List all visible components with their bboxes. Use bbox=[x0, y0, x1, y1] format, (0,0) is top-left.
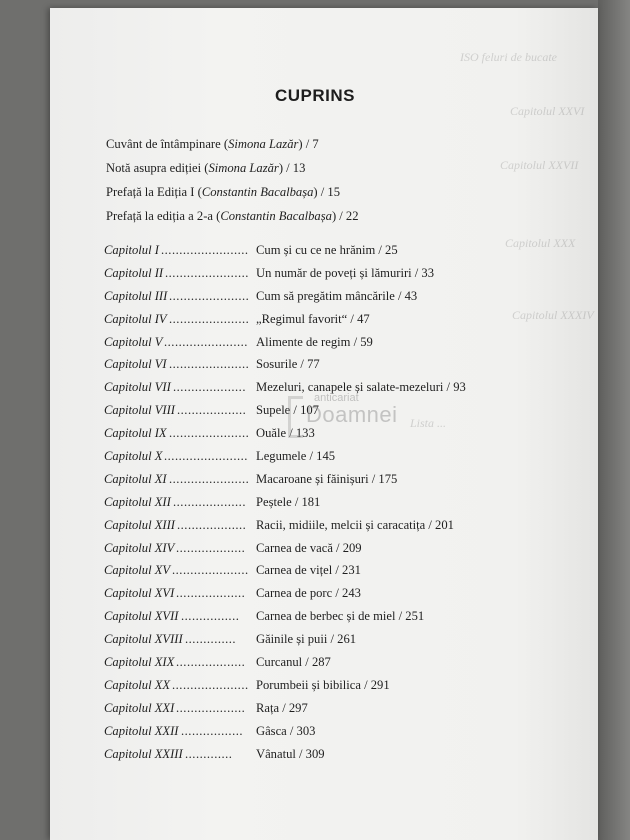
leader-dots: .............. bbox=[185, 632, 237, 647]
leader-dots: ................... bbox=[176, 540, 246, 555]
chapter-title: Gâsca / 303 bbox=[256, 723, 316, 738]
chapter-title: Ouăle / 133 bbox=[256, 426, 315, 441]
chapter-number: Capitolul XXIII bbox=[104, 746, 183, 761]
leader-dots: ....................... bbox=[164, 334, 248, 349]
bleed-through-text: Capitolul XXVI bbox=[510, 104, 585, 118]
leader-dots: ................... bbox=[176, 586, 246, 601]
front-matter-item: Cuvânt de întâmpinare (Simona Lazăr) / 7 bbox=[106, 137, 319, 151]
chapter-title: Carnea de porc / 243 bbox=[256, 586, 361, 601]
leader-dots: ...................... bbox=[169, 311, 250, 326]
toc-row bbox=[104, 491, 504, 514]
chapter-title: Cum să pregătim mâncările / 43 bbox=[256, 288, 418, 303]
adjacent-page-edge bbox=[598, 0, 630, 840]
leader-dots: ....................... bbox=[165, 265, 249, 280]
toc-row bbox=[104, 468, 504, 491]
chapter-title: Supele / 107 bbox=[256, 403, 319, 418]
chapter-title: Cum și cu ce ne hrănim / 25 bbox=[256, 243, 398, 257]
chapter-number: Capitolul XVII bbox=[104, 609, 179, 624]
chapter-number: Capitolul III bbox=[104, 288, 168, 303]
chapter-title: Alimente de regim / 59 bbox=[256, 334, 373, 349]
toc-row bbox=[104, 674, 504, 697]
chapter-title: „Regimul favorit“ / 47 bbox=[256, 311, 370, 326]
chapter-number: Capitolul XVIII bbox=[104, 632, 183, 647]
toc-row bbox=[104, 559, 504, 582]
leader-dots: ............. bbox=[185, 746, 233, 761]
bleed-through-text: ISO feluri de bucate bbox=[460, 50, 557, 64]
toc-row bbox=[104, 262, 504, 285]
chapter-title: Peștele / 181 bbox=[256, 494, 321, 509]
toc-row bbox=[104, 445, 504, 468]
chapter-title: Găinile și puii / 261 bbox=[256, 632, 357, 647]
chapter-number: Capitolul XV bbox=[104, 563, 171, 578]
watermark bbox=[288, 392, 418, 438]
chapter-title: Mezeluri, canapele și salate-mezeluri / 93 bbox=[256, 380, 466, 395]
chapter-title: Carnea de vacă / 209 bbox=[256, 540, 362, 555]
leader-dots: ...................... bbox=[169, 426, 250, 441]
leader-dots: .................... bbox=[173, 494, 246, 509]
chapter-number: Capitolul IV bbox=[104, 311, 167, 326]
toc-row bbox=[104, 331, 504, 354]
chapter-number: Capitolul XIII bbox=[104, 517, 176, 532]
toc-row bbox=[104, 743, 504, 766]
chapter-number: Capitolul V bbox=[104, 334, 163, 349]
watermark-line1: anticariat bbox=[314, 392, 359, 404]
chapter-number: Capitolul X bbox=[104, 449, 163, 464]
toc-row bbox=[104, 308, 504, 331]
leader-dots: ...................... bbox=[169, 357, 250, 372]
page-title: CUPRINS bbox=[274, 86, 355, 105]
leader-dots: ...................... bbox=[169, 471, 250, 486]
toc-row bbox=[104, 697, 504, 720]
leader-dots: ........................ bbox=[161, 243, 249, 257]
toc-row bbox=[104, 628, 504, 651]
chapter-title: Carnea de berbec și de miel / 251 bbox=[256, 609, 425, 624]
chapter-title: Porumbeii și bibilica / 291 bbox=[256, 677, 390, 692]
toc-row bbox=[104, 514, 504, 537]
chapter-number: Capitolul XXI bbox=[104, 700, 175, 715]
toc-row bbox=[104, 720, 504, 743]
chapter-number: Capitolul II bbox=[104, 265, 164, 280]
chapter-title: Carnea de vițel / 231 bbox=[256, 563, 361, 578]
leader-dots: ................ bbox=[181, 609, 240, 624]
chapter-title: Legumele / 145 bbox=[256, 449, 336, 464]
watermark-logo-icon bbox=[288, 396, 303, 438]
toc-row bbox=[104, 582, 504, 605]
chapter-number: Capitolul IX bbox=[104, 426, 167, 441]
toc-row bbox=[104, 353, 504, 376]
chapter-title: Sosurile / 77 bbox=[256, 357, 320, 372]
leader-dots: ...................... bbox=[169, 288, 250, 303]
leader-dots: .................... bbox=[173, 380, 246, 395]
chapter-title: Rața / 297 bbox=[256, 700, 308, 715]
front-matter-item: Prefață la Ediția I (Constantin Bacalbașa) / 15 bbox=[106, 185, 341, 199]
chapter-title: Vânatul / 309 bbox=[256, 746, 325, 761]
leader-dots: ................... bbox=[176, 655, 246, 670]
chapter-list bbox=[104, 239, 504, 765]
bleed-through-text: Capitolul XXVII bbox=[500, 158, 579, 172]
chapter-title: Racii, midiile, melcii și caracatița / 201 bbox=[256, 517, 454, 532]
chapter-number: Capitolul XX bbox=[104, 677, 171, 692]
chapter-number: Capitolul XI bbox=[104, 471, 167, 486]
watermark-line2: Doamnei bbox=[306, 402, 398, 427]
chapter-number: Capitolul XXII bbox=[104, 723, 179, 738]
toc-row bbox=[104, 537, 504, 560]
chapter-number: Capitolul I bbox=[104, 243, 159, 257]
bleed-through-text: Capitolul XXXIV bbox=[512, 308, 594, 322]
bleed-through-text: Capitolul XXX bbox=[505, 236, 576, 250]
chapter-number: Capitolul XIV bbox=[104, 540, 175, 555]
leader-dots: ................. bbox=[181, 723, 244, 738]
front-matter-list bbox=[106, 132, 359, 228]
front-matter-item: Notă asupra ediției (Simona Lazăr) / 13 bbox=[106, 161, 306, 175]
front-matter-item: Prefață la ediția a 2-a (Constantin Bacalbașa) / 22 bbox=[106, 209, 359, 223]
bleed-through-text: Lista ... bbox=[410, 416, 447, 430]
chapter-title: Curcanul / 287 bbox=[256, 655, 331, 670]
chapter-number: Capitolul VII bbox=[104, 380, 171, 395]
chapter-title: Un număr de poveți și lămuriri / 33 bbox=[256, 265, 435, 280]
chapter-number: Capitolul XVI bbox=[104, 586, 175, 601]
chapter-number: Capitolul XII bbox=[104, 494, 171, 509]
toc-row bbox=[104, 605, 504, 628]
leader-dots: ....................... bbox=[164, 449, 248, 464]
toc-row bbox=[104, 239, 504, 262]
toc-row bbox=[104, 285, 504, 308]
chapter-number: Capitolul XIX bbox=[104, 655, 175, 670]
leader-dots: ..................... bbox=[172, 563, 249, 578]
leader-dots: ................... bbox=[177, 403, 247, 418]
toc-row bbox=[104, 651, 504, 674]
chapter-number: Capitolul VI bbox=[104, 357, 167, 372]
chapter-number: Capitolul VIII bbox=[104, 403, 176, 418]
chapter-title: Macaroane și făinișuri / 175 bbox=[256, 471, 398, 486]
leader-dots: ..................... bbox=[172, 677, 249, 692]
leader-dots: ................... bbox=[176, 700, 246, 715]
leader-dots: ................... bbox=[177, 517, 247, 532]
